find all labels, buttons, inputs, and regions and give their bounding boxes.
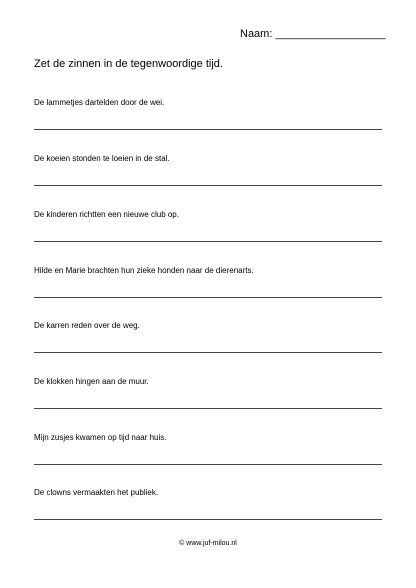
answer-line [34,408,382,409]
exercise-5 [34,321,382,330]
exercise-sentence: De kinderen richtten een nieuwe club op. [34,210,179,219]
exercise-sentence: De karren reden over de weg. [34,321,140,330]
exercise-sentence: De koeien stonden te loeien in de stal. [34,154,170,163]
exercise-2 [34,154,382,163]
answer-line [34,352,382,353]
answer-line [34,129,382,130]
exercise-sentence: Hilde en Marie brachten hun zieke honden naar de dierenarts. [34,266,254,275]
exercise-sentence: De lammetjes dartelden door de wei. [34,98,165,107]
exercise-sentence: De klokken hingen aan de muur. [34,377,149,386]
name-field [240,28,386,40]
answer-line [34,241,382,242]
exercise-sentence: Mijn zusjes kwamen op tijd naar huis. [34,433,167,442]
exercise-3 [34,210,382,219]
worksheet-title: Zet de zinnen in de tegenwoordige tijd. [34,58,223,70]
answer-line [34,464,382,465]
exercise-4 [34,266,382,275]
exercise-sentence: De clowns vermaakten het publiek. [34,488,159,497]
answer-line [34,297,382,298]
exercise-6 [34,377,382,386]
answer-line [34,185,382,186]
exercise-1 [34,98,382,107]
exercise-7 [34,433,382,442]
name-label: Naam: [240,28,273,40]
exercise-8 [34,488,382,497]
answer-line [34,519,382,520]
name-blank-line: __________________ [275,28,386,40]
footer-copyright: © www.juf-milou.nl [179,540,237,547]
